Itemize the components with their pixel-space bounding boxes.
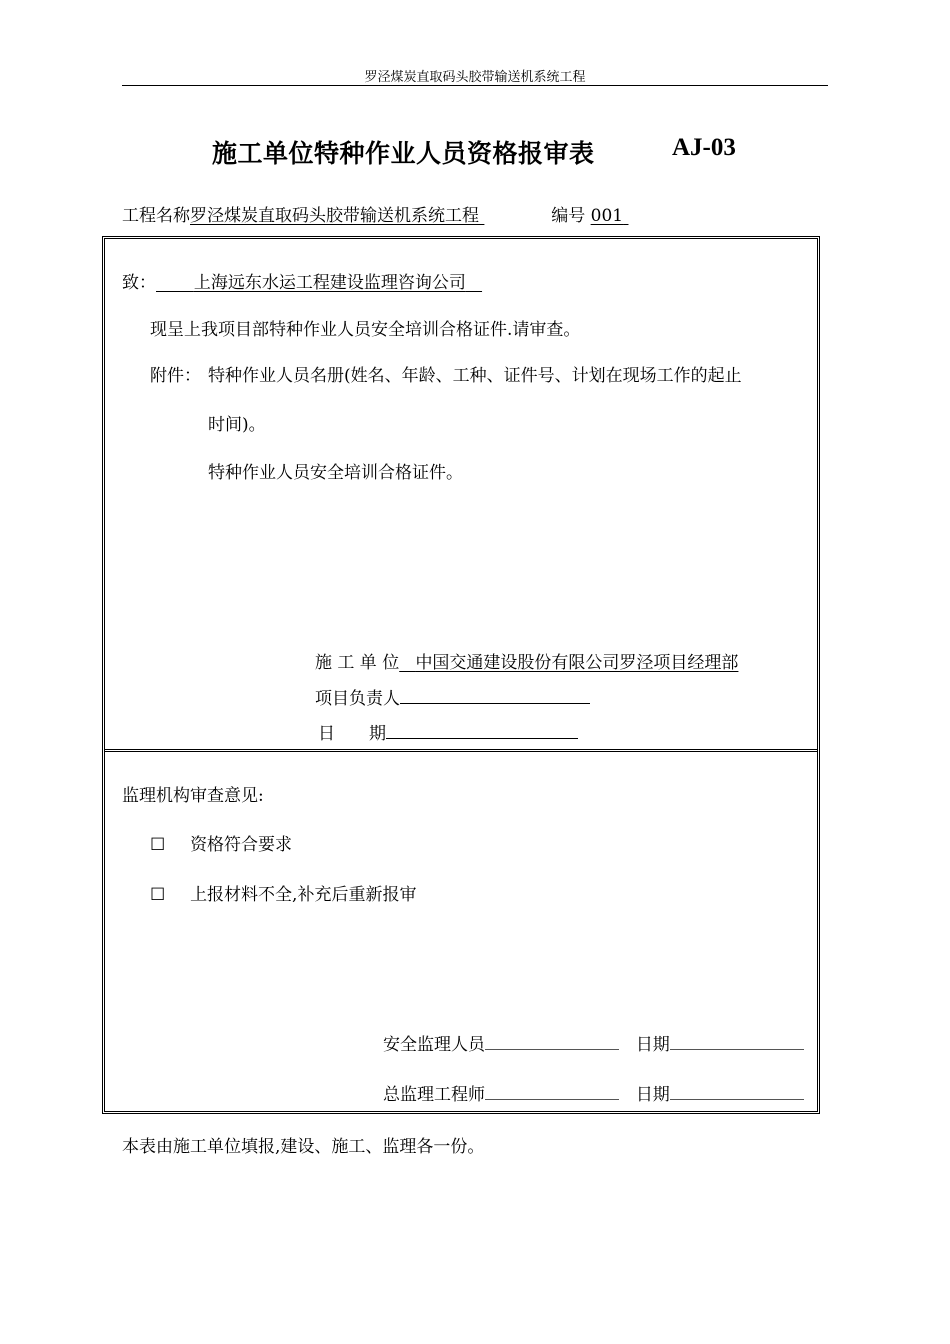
chief-date-line[interactable] [670, 1083, 804, 1100]
attach-label: 附件： [150, 366, 201, 386]
project-label: 工程名称 [122, 206, 190, 226]
form-title: 施工单位特种作业人员资格报审表 [212, 139, 595, 168]
chief-date-label: 日期 [635, 1085, 670, 1105]
form-number: 001 [590, 206, 624, 226]
submission-date-row [318, 719, 578, 744]
review-option[interactable] [150, 880, 416, 905]
attach-line-2: 时间)。 [208, 415, 266, 435]
header-rule [122, 85, 828, 86]
manager-label: 项目负责人 [315, 689, 400, 709]
submission-date-label: 日 期 [318, 724, 386, 744]
to-org: 上海远东水运工程建设监理咨询公司 [193, 273, 466, 293]
safety-date-line[interactable] [670, 1033, 804, 1050]
option-label: 上报材料不全,补充后重新报审 [190, 885, 417, 905]
unit-name: 中国交通建设股份有限公司罗泾项目经理部 [415, 653, 739, 673]
checkbox-icon[interactable]: ☐ [150, 885, 166, 905]
running-header: 罗泾煤炭直取码头胶带输送机系统工程 [364, 70, 586, 85]
form-code: AJ-03 [672, 134, 736, 161]
submission-date-line[interactable] [386, 722, 578, 739]
chief-label: 总监理工程师 [383, 1085, 485, 1105]
attach-line-3: 特种作业人员安全培训合格证件。 [208, 463, 463, 483]
manager-signature-line[interactable] [400, 687, 590, 704]
project-row [122, 201, 628, 226]
attach-line-1: 特种作业人员名册(姓名、年龄、工种、证件号、计划在现场工作的起止 [208, 366, 742, 386]
option-label: 资格符合要求 [190, 835, 293, 855]
submission-body: 现呈上我项目部特种作业人员安全培训合格证件.请审查。 [150, 320, 581, 340]
checkbox-icon[interactable]: ☐ [150, 835, 166, 855]
to-label: 致： [122, 273, 156, 293]
safety-signature-line[interactable] [485, 1033, 619, 1050]
review-option[interactable] [150, 830, 292, 855]
safety-date-label: 日期 [635, 1035, 670, 1055]
chief-signature-row [383, 1080, 804, 1105]
project-name: 罗泾煤炭直取码头胶带输送机系统工程 [190, 206, 479, 226]
manager-row [315, 684, 590, 709]
chief-signature-line[interactable] [485, 1083, 619, 1100]
footer-note: 本表由施工单位填报,建设、施工、监理各一份。 [122, 1137, 485, 1157]
unit-row [315, 648, 738, 673]
number-label: 编号 [551, 206, 586, 226]
section-divider [104, 749, 818, 752]
review-heading: 监理机构审查意见: [122, 786, 264, 806]
unit-label: 施 工 单 位 [315, 653, 400, 673]
safety-signature-row [383, 1030, 804, 1055]
safety-label: 安全监理人员 [383, 1035, 485, 1055]
to-row [122, 268, 482, 293]
